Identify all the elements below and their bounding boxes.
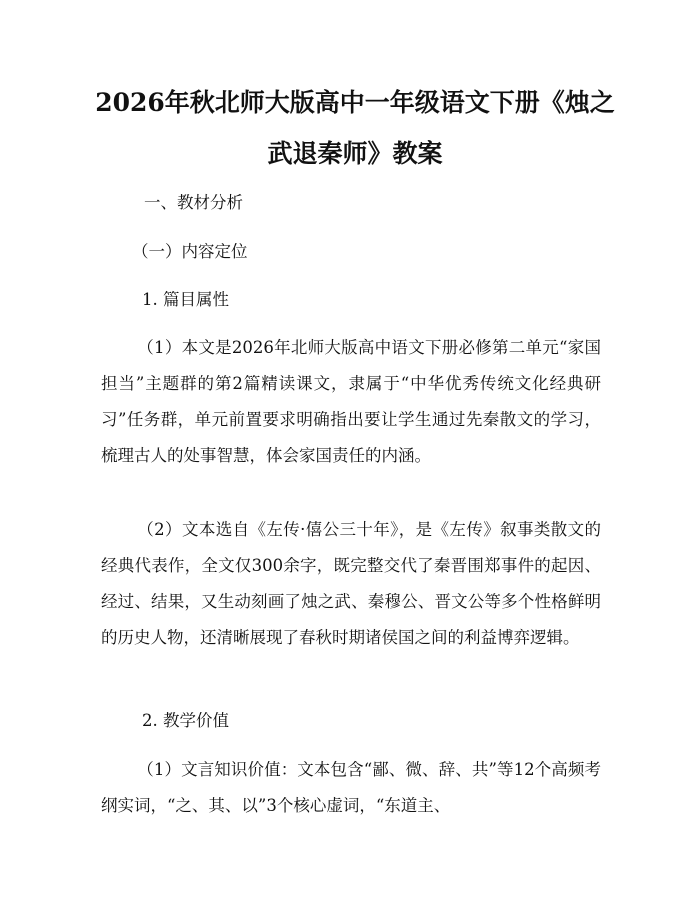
heading-section-1: 一、教材分析 xyxy=(144,193,243,212)
paragraph-3: （1）文言知识价值：文本包含“鄙、微、辞、共”等12个高频考纲实词，“之、其、以”3个核心虚词，“东道主、 xyxy=(101,760,601,815)
heading-item-1: 1. 篇目属性 xyxy=(142,290,229,309)
paragraph-1: （1）本文是2026年北师大版高中语文下册必修第二单元“家国担当”主题群的第2篇精读课文，隶属于“中华优秀传统文化经典研习”任务群，单元前置要求明确指出要让学生通过先秦散文的学习，梳理古人的处事智慧，体会家国责任的内涵。 xyxy=(101,338,601,465)
heading-subsection-1: （一）内容定位 xyxy=(132,242,248,261)
paragraph-2: （2）文本选自《左传·僖公三十年》，是《左传》叙事类散文的经典代表作，全文仅300余字，既完整交代了秦晋围郑事件的起因、经过、结果，又生动刻画了烛之武、秦穆公、晋文公等多个性格鲜明的历史人物，还清晰展现了春秋时期诸侯国之间的利益博弈逻辑。 xyxy=(101,520,601,647)
document-title: 2026年秋北师大版高中一年级语文下册《烛之武退秦师》教案 xyxy=(95,88,615,168)
heading-item-2: 2. 教学价值 xyxy=(142,711,229,730)
